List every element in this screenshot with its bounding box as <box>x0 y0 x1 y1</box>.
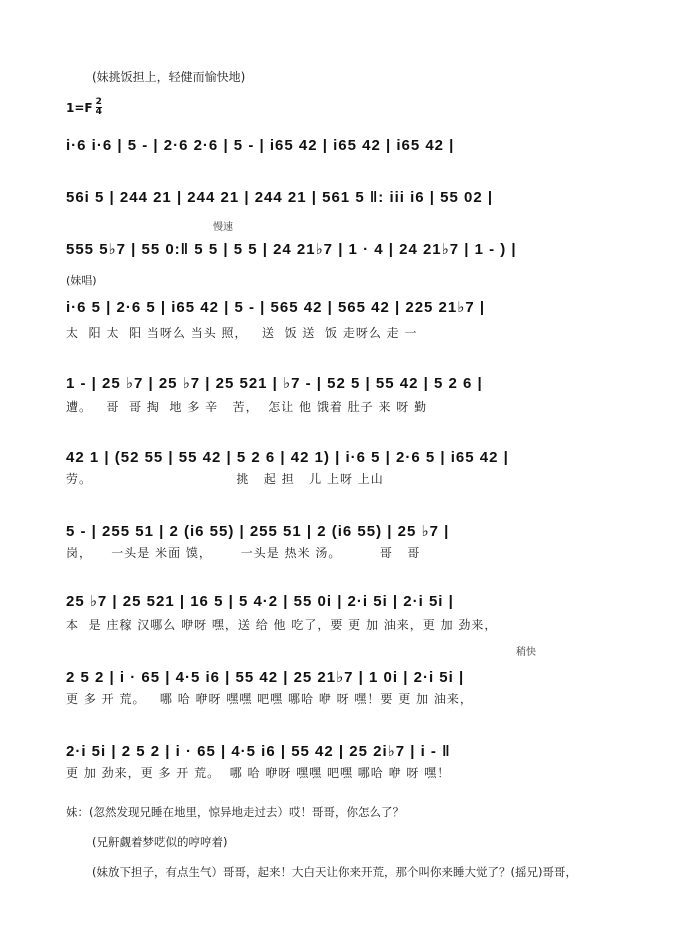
staff-4: i·6 5 | 2·6 5 | i65 42 | 5 - | 565 42 | 565 42 | 225 21♭7 | <box>66 299 486 316</box>
staff-3: 555 5♭7 | 55 0:‖ 5 5 | 5 5 | 24 21♭7 | 1 · 4 | 24 21♭7 | 1 - ) | <box>66 241 517 258</box>
lyrics-5: 遭。 哥 哥 掏 地 多 辛 苦， 怎让 他 饿着 肚子 来 呀 勤 <box>66 400 428 414</box>
staff-9: 2 5 2 | i · 65 | 4·5 i6 | 55 42 | 25 21♭7 | 1 0i | 2·i 5i | <box>66 669 465 686</box>
dialogue-line-3: (妹放下担子，有点生气）哥哥，起来！大白天让你来开荒，那个叫你来睡大觉了？(摇兄)哥哥， <box>92 865 577 879</box>
staff-6: 42 1 | (52 55 | 55 42 | 5 2 6 | 42 1) | i·6 5 | 2·6 5 | i65 42 | <box>66 449 509 466</box>
staff-2: 56i 5 | 244 21 | 244 21 | 244 21 | 561 5 ‖: iii i6 | 55 02 | <box>66 189 494 206</box>
tempo-mark-faster: 稍快 <box>516 647 536 658</box>
staff-7: 5 - | 255 51 | 2 (i6 55) | 255 51 | 2 (i6 55) | 25 ♭7 | <box>66 523 450 540</box>
staff-10: 2·i 5i | 2 5 2 | i · 65 | 4·5 i6 | 55 42 | 25 2i♭7 | i - ‖ <box>66 743 451 760</box>
time-signature: $\frac{2}{4}$ <box>95 97 102 117</box>
lyrics-8: 本 是 庄稼 汉哪么 咿呀 嘿，送 给 他 吃了，要 更 加 油来，更 加 劲来， <box>66 618 498 632</box>
dialogue-line-1: 妹：(忽然发现兄睡在地里，惊异地走过去）哎！哥哥，你怎么了？ <box>66 805 404 819</box>
voice-label: (妹唱) <box>66 274 97 287</box>
lyrics-10: 更 加 劲来，更 多 开 荒。 哪 哈 咿呀 嘿嘿 吧嘿 哪哈 咿 呀 嘿！ <box>66 766 451 780</box>
dialogue-line-2: (兄鼾觑着梦呓似的哼哼着) <box>92 835 228 849</box>
key-label: 1=F <box>66 100 93 115</box>
key-signature <box>66 98 102 117</box>
staff-8: 25 ♭7 | 25 521 | 16 5 | 5 4·2 | 55 0i | 2·i 5i | 2·i 5i | <box>66 593 454 610</box>
lyrics-9: 更 多 开 荒。 哪 哈 咿呀 嘿嘿 吧嘿 哪哈 咿 呀 嘿！要 更 加 油来， <box>66 692 473 706</box>
staff-1: i·6 i·6 | 5 - | 2·6 2·6 | 5 - | i65 42 | i65 42 | i65 42 | <box>66 137 455 154</box>
lyrics-7: 岗， 一头是 米面 馍， 一头是 热米 汤。 哥 哥 <box>66 546 421 560</box>
tempo-mark-slow: 慢速 <box>213 222 233 233</box>
lyrics-4: 太 阳 太 阳 当呀么 当头 照， 送 饭 送 饭 走呀么 走 一 <box>66 326 418 340</box>
lyrics-6: 劳。 挑 起 担 儿 上呀 上山 <box>66 472 384 486</box>
stage-direction: (妹挑饭担上，轻健而愉快地) <box>92 70 246 84</box>
staff-5: 1 - | 25 ♭7 | 25 ♭7 | 25 521 | ♭7 - | 52 5 | 55 42 | 5 2 6 | <box>66 375 483 392</box>
